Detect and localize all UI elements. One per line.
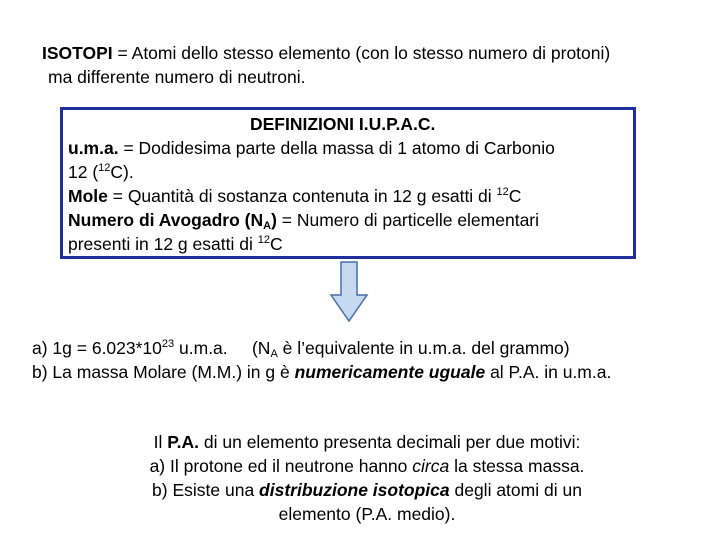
isotopi-term: ISOTOPI <box>42 43 113 63</box>
conclusion-line-4: elemento (P.A. medio). <box>278 504 456 524</box>
point-b: b) La massa Molare (M.M.) in g è numericamente uguale al P.A. in u.m.a. <box>32 362 612 382</box>
avogadro-definition-line-1: Numero di Avogadro $(N_A)$ = Numero di particelle elementari <box>68 210 540 232</box>
mole-definition: Mole = Quantità di sostanza contenuta in 12 g esatti di $^{12}$C <box>68 186 522 206</box>
uma-definition-line-1: u.m.a. = Dodidesima parte della massa di 1 atomo di Carbonio <box>68 138 555 158</box>
definitions-title: DEFINIZIONI I.U.P.A.C. <box>250 114 436 134</box>
isotopi-line-1: ISOTOPI = Atomi dello stesso elemento (con lo stesso numero di protoni) <box>42 43 611 63</box>
conclusion-line-1: Il P.A. di un elemento presenta decimali per due motivi: <box>153 432 581 452</box>
point-a: a) $1g = 6.023*10^{23}$ u.m.a. ($N_A$ è l’equivalente in u.m.a. del grammo) <box>32 338 570 360</box>
conclusion-line-3: b) Esiste una distribuzione isotopica degli atomi di un <box>152 480 582 500</box>
down-arrow-icon <box>329 261 369 323</box>
uma-definition-line-2: 12 ($^{12}$C). <box>68 162 134 182</box>
avogadro-definition-line-2: presenti in 12 g esatti di $^{12}$C <box>68 234 283 254</box>
conclusion-line-2: a) Il protone ed il neutrone hanno circa la stessa massa. <box>149 456 585 476</box>
isotopi-line-2: ma differente numero di neutroni. <box>48 67 306 87</box>
